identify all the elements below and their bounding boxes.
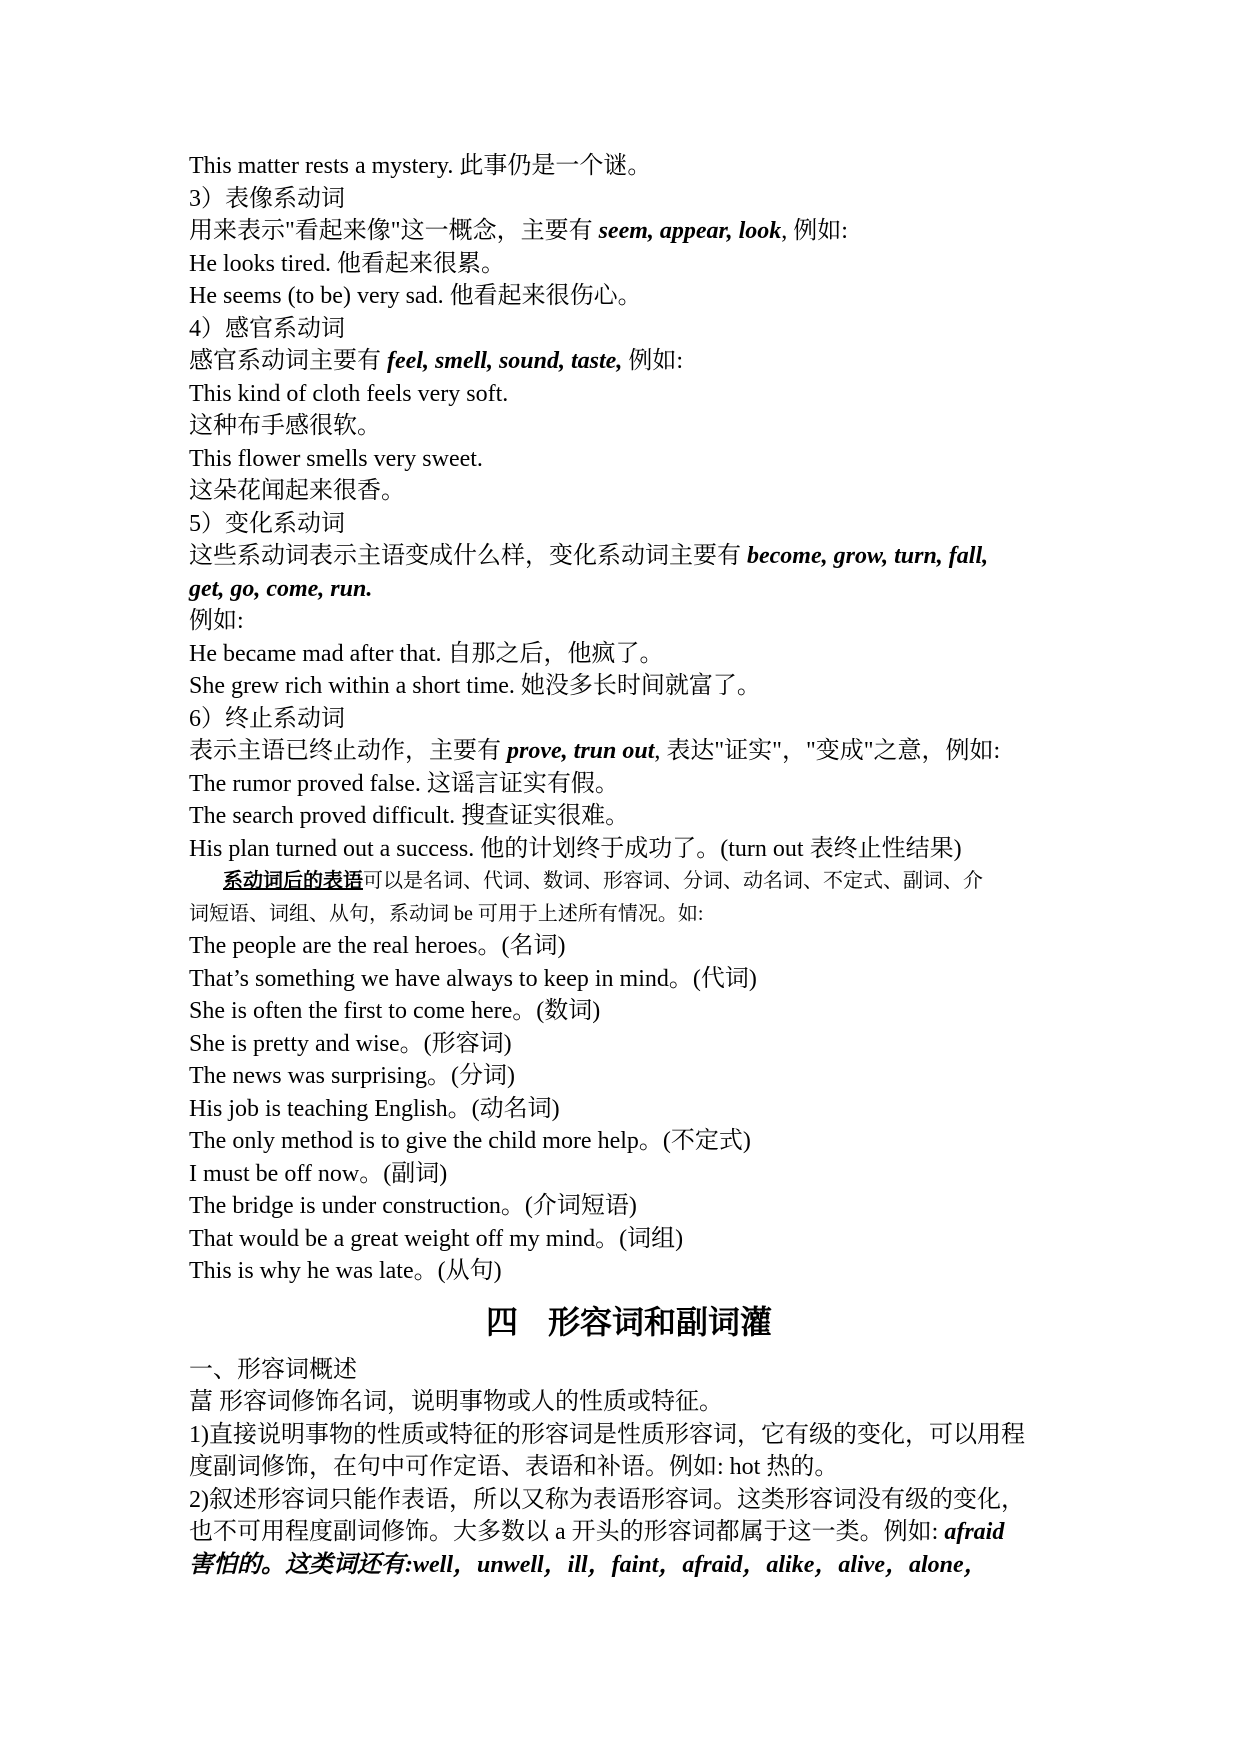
example-sentence: This is why he was late。(从句): [189, 1258, 502, 1284]
chapter-title: 形容词和副词灌: [548, 1302, 773, 1341]
text-line: 害怕的。这类词还有:well，unwell，ill，faint，afraid，alike，alive，alone，: [189, 1551, 988, 1578]
text-line: [189, 215, 1069, 248]
example-sentence: His job is teaching English。(动名词): [189, 1095, 560, 1122]
text-line: 例如:: [189, 608, 244, 634]
example-sentence: That’s something we have always to keep in mind。(代词): [189, 965, 757, 992]
text-line: This matter rests a mystery. 此事仍是一个谜。: [189, 153, 652, 179]
note-line: 词短语、词组、从句，系动词 be 可用于上述所有情况。如:: [189, 902, 704, 925]
example-sentence: I must be off now。(副词): [189, 1160, 448, 1187]
emphasis-verbs: get, go, come, run.: [189, 575, 373, 602]
text-line: [189, 1516, 1069, 1549]
text-run: 也不可用程度副词修饰。大多数以 a 开头的形容词都属于这一类。例如:: [189, 1519, 945, 1545]
example-sentence: That would be a great weight off my mind。(词组): [189, 1225, 684, 1252]
example-sentence: She is often the first to come here。(数词): [189, 998, 601, 1024]
text-line: 1)直接说明事物的性质或特征的形容词是性质形容词，它有级的变化，可以用程: [189, 1421, 1025, 1448]
example-sentence: The people are the real heroes。(名词): [189, 933, 566, 959]
text-line: [189, 573, 1069, 606]
section-heading: 一、形容词概述: [189, 1356, 357, 1383]
text-run: , 例如:: [781, 218, 848, 244]
subheading-linking-verb-5: 5）变化系动词: [189, 510, 345, 537]
subheading-linking-verb-3: 3）表像系动词: [189, 185, 345, 212]
page-body: [189, 150, 1069, 1581]
subheading-linking-verb-4: 4）感官系动词: [189, 315, 345, 342]
text-line: 葍 形容词修饰名词，说明事物或人的性质或特征。: [189, 1389, 723, 1415]
example-sentence: The news was surprising。(分词): [189, 1063, 515, 1089]
example-sentence: She grew rich within a short time. 她没多长时间就富了。: [189, 673, 761, 699]
example-sentence: He looks tired. 他看起来很累。: [189, 250, 505, 277]
emphasis-verbs: seem, appear, look: [598, 218, 782, 244]
example-translation: 这朵花闻起来很香。: [189, 478, 405, 504]
example-sentence: The only method is to give the child more help。(不定式): [189, 1128, 751, 1154]
emphasis-word: afraid: [944, 1519, 1005, 1545]
example-sentence: His plan turned out a success. 他的计划终于成功了。(turn out 表终止性结果): [189, 835, 962, 862]
subheading-linking-verb-6: 6）终止系动词: [189, 705, 345, 732]
example-sentence: The bridge is under construction。(介词短语): [189, 1193, 637, 1219]
text-line: 2)叙述形容词只能作表语，所以又称为表语形容词。这类形容词没有级的变化，: [189, 1486, 1025, 1513]
emphasis-verbs: prove, trun out: [507, 738, 655, 764]
example-sentence: He seems (to be) very sad. 他看起来很伤心。: [189, 283, 642, 309]
text-line: [189, 345, 1069, 378]
text-run: 表示主语已终止动作，主要有: [189, 738, 507, 764]
text-line: [189, 735, 1069, 768]
text-line: [189, 540, 1069, 573]
text-run: , 表达"证实"，"变成"之意，例如:: [654, 738, 1001, 764]
example-sentence: The rumor proved false. 这谣言证实有假。: [189, 770, 619, 797]
text-run: 这些系动词表示主语变成什么样，变化系动词主要有: [189, 543, 747, 569]
emphasis-verbs: feel, smell, sound, taste,: [387, 348, 623, 374]
example-sentence: He became mad after that. 自那之后，他疯了。: [189, 640, 664, 667]
note-line: [189, 865, 1069, 898]
example-sentence: This flower smells very sweet.: [189, 445, 483, 472]
note-underlined-term: 系动词后的表语: [223, 870, 363, 892]
chapter-heading: [189, 1300, 1069, 1344]
example-sentence: She is pretty and wise。(形容词): [189, 1030, 512, 1057]
emphasis-verbs: become, grow, turn, fall,: [747, 543, 989, 569]
text-run: 可以是名词、代词、数词、形容词、分词、动名词、不定式、副词、介: [363, 870, 983, 892]
example-sentence: This kind of cloth feels very soft.: [189, 380, 509, 407]
example-sentence: The search proved difficult. 搜查证实很难。: [189, 803, 630, 829]
text-run: 感官系动词主要有: [189, 348, 387, 374]
text-run: 例如:: [622, 348, 683, 374]
chapter-number: 四: [485, 1302, 518, 1341]
example-translation: 这种布手感很软。: [189, 413, 381, 439]
text-line: 度副词修饰，在句中可作定语、表语和补语。例如: hot 热的。: [189, 1454, 839, 1480]
text-run: 用来表示"看起来像"这一概念，主要有: [189, 218, 599, 244]
